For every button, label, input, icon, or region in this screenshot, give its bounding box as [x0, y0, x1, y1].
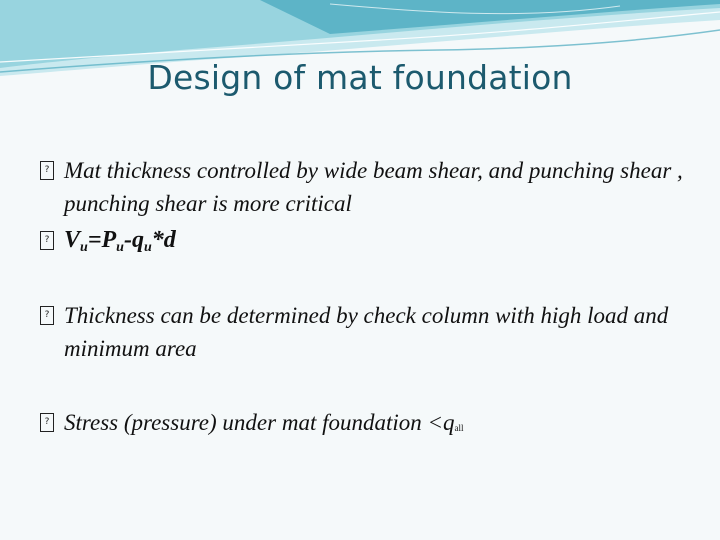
bullet-marker-icon: ? [40, 161, 54, 180]
bullet-item [40, 299, 690, 365]
bullet-item [40, 154, 690, 220]
bullet-marker-icon: ? [40, 306, 54, 325]
bullet-text: Mat thickness controlled by wide beam shear, and punching shear , punching shear is more critical [64, 158, 683, 216]
bullet-text: Stress (pressure) under mat foundation <qall [64, 410, 464, 435]
bullet-item [40, 406, 690, 445]
bullet-marker-icon: ? [40, 413, 54, 432]
formula: $V_u=P_u-q_u*d$ [64, 227, 176, 255]
bullet-item-formula [40, 224, 690, 264]
bullet-marker-icon: ? [40, 231, 54, 250]
bullet-text: Thickness can be determined by check column with high load and minimum area [64, 303, 669, 361]
slide-title: Design of mat foundation [147, 58, 573, 97]
